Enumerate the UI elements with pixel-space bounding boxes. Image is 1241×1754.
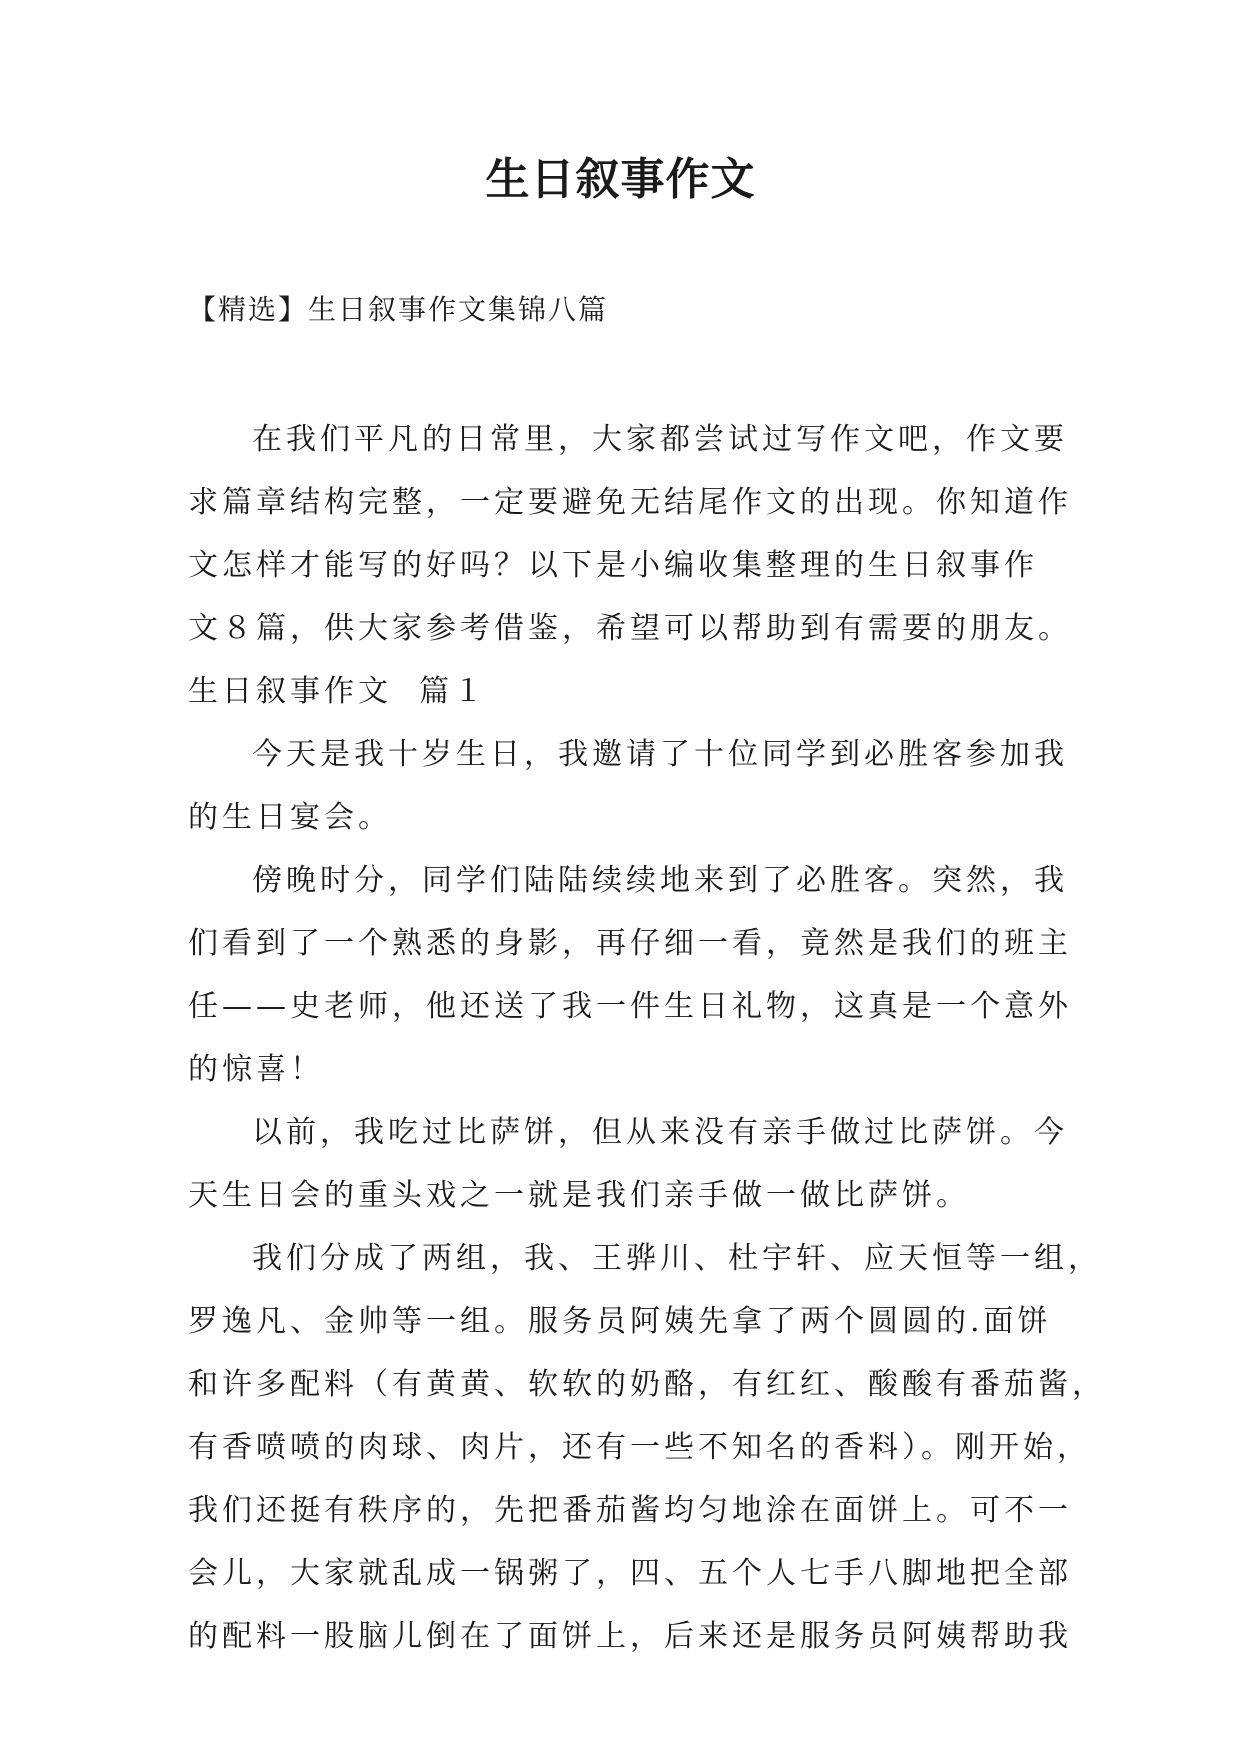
text-line: 会儿，大家就乱成一锅粥了，四、五个人七手八脚地把全部 (188, 1556, 1072, 1591)
text-line: 的生日宴会。 (188, 800, 392, 835)
text-line: 我们分成了两组，我、王骅川、杜宇轩、应天恒等一组， (252, 1241, 1102, 1276)
text-line: 任——史老师，他还送了我一件生日礼物，这真是一个意外 (188, 989, 1072, 1024)
text-line: 们看到了一个熟悉的身影，再仔细一看，竟然是我们的班主 (188, 926, 1072, 961)
text-line: 生日叙事作文 篇１ (188, 674, 488, 709)
document-subtitle: 【精选】生日叙事作文集锦八篇 (188, 293, 609, 326)
document-title: 生日叙事作文 (485, 154, 756, 205)
text-line: 罗逸凡、金帅等一组。服务员阿姨先拿了两个圆圆的.面饼 (188, 1304, 1052, 1339)
text-line: 和许多配料（有黄黄、软软的奶酪，有红红、酸酸有番茄酱， (188, 1367, 1106, 1402)
text-line: 求篇章结构完整，一定要避免无结尾作文的出现。你知道作 (188, 485, 1072, 520)
text-line: 今天是我十岁生日，我邀请了十位同学到必胜客参加我 (252, 737, 1068, 772)
text-line: 文８篇，供大家参考借鉴，希望可以帮助到有需要的朋友。 (188, 611, 1072, 646)
text-line: 文怎样才能写的好吗？以下是小编收集整理的生日叙事作 (188, 548, 1038, 583)
text-line: 的配料一股脑儿倒在了面饼上，后来还是服务员阿姨帮助我 (188, 1619, 1072, 1654)
text-line: 天生日会的重头戏之一就是我们亲手做一做比萨饼。 (188, 1178, 970, 1213)
text-line: 的惊喜！ (188, 1052, 324, 1087)
text-line: 傍晚时分，同学们陆陆续续地来到了必胜客。突然，我 (252, 863, 1068, 898)
text-line: 在我们平凡的日常里，大家都尝试过写作文吧，作文要 (252, 422, 1068, 457)
text-line: 以前，我吃过比萨饼，但从来没有亲手做过比萨饼。今 (252, 1115, 1068, 1150)
text-line: 我们还挺有秩序的，先把番茄酱均匀地涂在面饼上。可不一 (188, 1493, 1072, 1528)
document-body (188, 408, 1106, 1668)
text-line: 有香喷喷的肉球、肉片，还有一些不知名的香料）。刚开始， (188, 1430, 1091, 1465)
